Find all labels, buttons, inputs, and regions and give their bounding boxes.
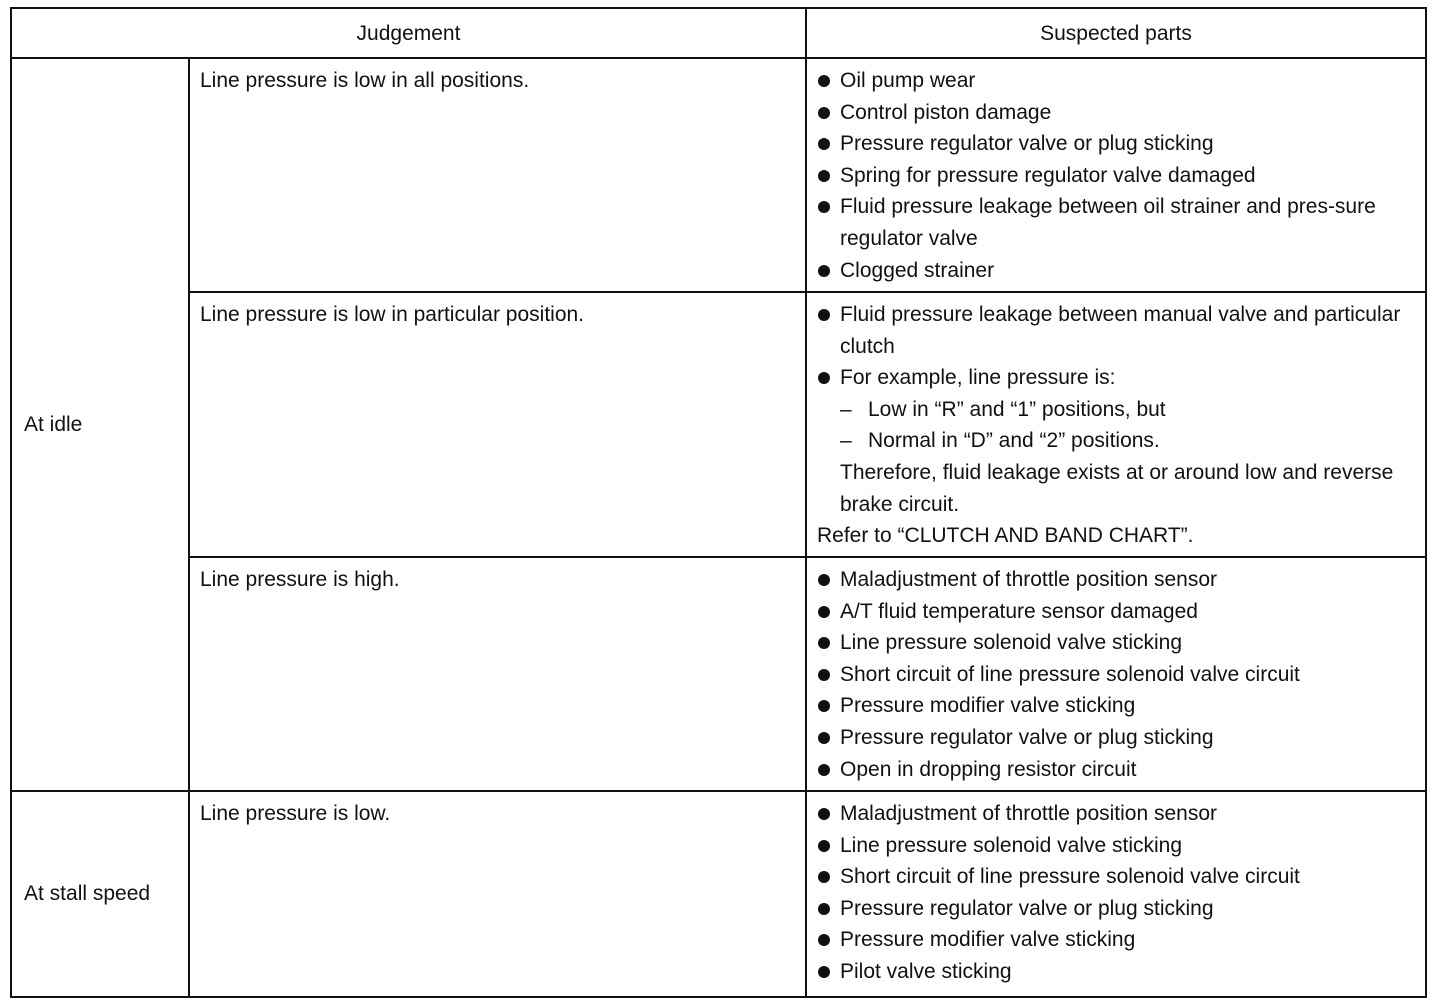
list-item: [817, 830, 1415, 862]
part-text: For example, line pressure is:: [840, 366, 1116, 390]
parts-list: [817, 299, 1415, 394]
bullet-icon: [818, 574, 830, 586]
header-row: [11, 8, 1426, 58]
judgement-cell: Line pressure is low.: [189, 791, 806, 997]
continuation-text: Therefore, fluid leakage exists at or around low and reverse brake circuit.: [840, 460, 1394, 516]
part-text: Pressure modifier valve sticking: [840, 928, 1136, 952]
sub-item-text: Low in “R” and “1” positions, but: [868, 397, 1166, 421]
bullet-icon: [818, 637, 830, 649]
list-item: [817, 596, 1415, 628]
part-text: Fluid pressure leakage between manual valve and particular clutch: [840, 303, 1401, 358]
bullet-icon: [818, 309, 830, 321]
list-item: [817, 564, 1415, 596]
part-text: Maladjustment of throttle position sensor: [840, 802, 1218, 825]
sub-item-text: Normal in “D” and “2” positions.: [868, 429, 1160, 453]
bullet-icon: [818, 265, 830, 277]
list-item: [817, 659, 1415, 691]
part-text: Spring for pressure regulator valve damaged: [840, 163, 1256, 187]
bullet-icon: [818, 606, 830, 618]
bullet-icon: [818, 764, 830, 776]
bullet-icon: [818, 903, 830, 915]
bullet-icon: [818, 669, 830, 681]
judgement-cell: Line pressure is high.: [189, 557, 806, 791]
table-row: [11, 791, 1426, 997]
part-text: Short circuit of line pressure solenoid valve circuit: [840, 662, 1300, 686]
part-text: Line pressure solenoid valve sticking: [840, 833, 1183, 857]
list-item: [817, 160, 1415, 192]
bullet-icon: [818, 75, 830, 87]
parts-list: [817, 65, 1415, 286]
part-text: Short circuit of line pressure solenoid valve circuit: [840, 865, 1300, 889]
judgement-cell: Line pressure is low in all positions.: [189, 58, 806, 292]
list-item: [817, 191, 1415, 254]
part-text: Pressure regulator valve or plug sticking: [840, 132, 1214, 156]
part-text: Pressure modifier valve sticking: [840, 694, 1136, 718]
list-item: [817, 255, 1415, 287]
bullet-icon: [818, 732, 830, 744]
bullet-icon: [818, 372, 830, 384]
parts-list: [817, 798, 1415, 988]
bullet-icon: [818, 138, 830, 150]
parts-cell: [806, 58, 1426, 292]
bullet-icon: [818, 107, 830, 119]
list-item: [817, 956, 1415, 988]
list-item: [817, 722, 1415, 754]
list-item: [817, 798, 1415, 830]
diagnosis-table: [10, 7, 1427, 998]
parts-cell: [806, 557, 1426, 791]
table-row: [11, 292, 1426, 557]
part-text: Oil pump wear: [840, 69, 976, 92]
header-suspected-parts: Suspected parts: [806, 8, 1426, 58]
list-item: [817, 690, 1415, 722]
condition-cell: At stall speed: [11, 791, 189, 997]
judgement-cell: Line pressure is low in particular position.: [189, 292, 806, 557]
list-item: [817, 362, 1415, 394]
dash-icon: –: [840, 429, 852, 453]
dash-icon: –: [840, 397, 852, 421]
part-text: Fluid pressure leakage between oil strainer and pres-sure regulator valve: [840, 195, 1376, 250]
list-item: [817, 65, 1415, 97]
part-text: Pressure regulator valve or plug sticking: [840, 896, 1214, 920]
sub-item: [817, 394, 1415, 426]
list-item: [817, 299, 1415, 362]
list-item: [817, 754, 1415, 786]
reference-note: Refer to “CLUTCH AND BAND CHART”.: [817, 524, 1194, 548]
bullet-icon: [818, 840, 830, 852]
list-item: [817, 97, 1415, 129]
bullet-icon: [818, 934, 830, 946]
part-text: Control piston damage: [840, 100, 1052, 124]
part-text: Line pressure solenoid valve sticking: [840, 631, 1183, 655]
list-item: [817, 924, 1415, 956]
bullet-icon: [818, 170, 830, 182]
list-item: [817, 627, 1415, 659]
table-row: [11, 557, 1426, 791]
part-text: Pilot valve sticking: [840, 959, 1012, 983]
bullet-icon: [818, 966, 830, 978]
bullet-icon: [818, 808, 830, 820]
bullet-icon: [818, 201, 830, 213]
parts-cell: [806, 292, 1426, 557]
part-text: Clogged strainer: [840, 258, 995, 282]
part-text: Pressure regulator valve or plug sticking: [840, 725, 1214, 749]
list-item: [817, 893, 1415, 925]
parts-cell: [806, 791, 1426, 997]
list-item: [817, 861, 1415, 893]
header-judgement: Judgement: [11, 8, 806, 58]
part-text: Maladjustment of throttle position sensor: [840, 568, 1218, 591]
bullet-icon: [818, 700, 830, 712]
part-text: A/T fluid temperature sensor damaged: [840, 599, 1198, 623]
parts-list: [817, 564, 1415, 785]
part-text: Open in dropping resistor circuit: [840, 757, 1137, 781]
bullet-icon: [818, 871, 830, 883]
list-item: [817, 128, 1415, 160]
sub-item: [817, 425, 1415, 457]
condition-cell: At idle: [11, 58, 189, 791]
table-row: [11, 58, 1426, 292]
